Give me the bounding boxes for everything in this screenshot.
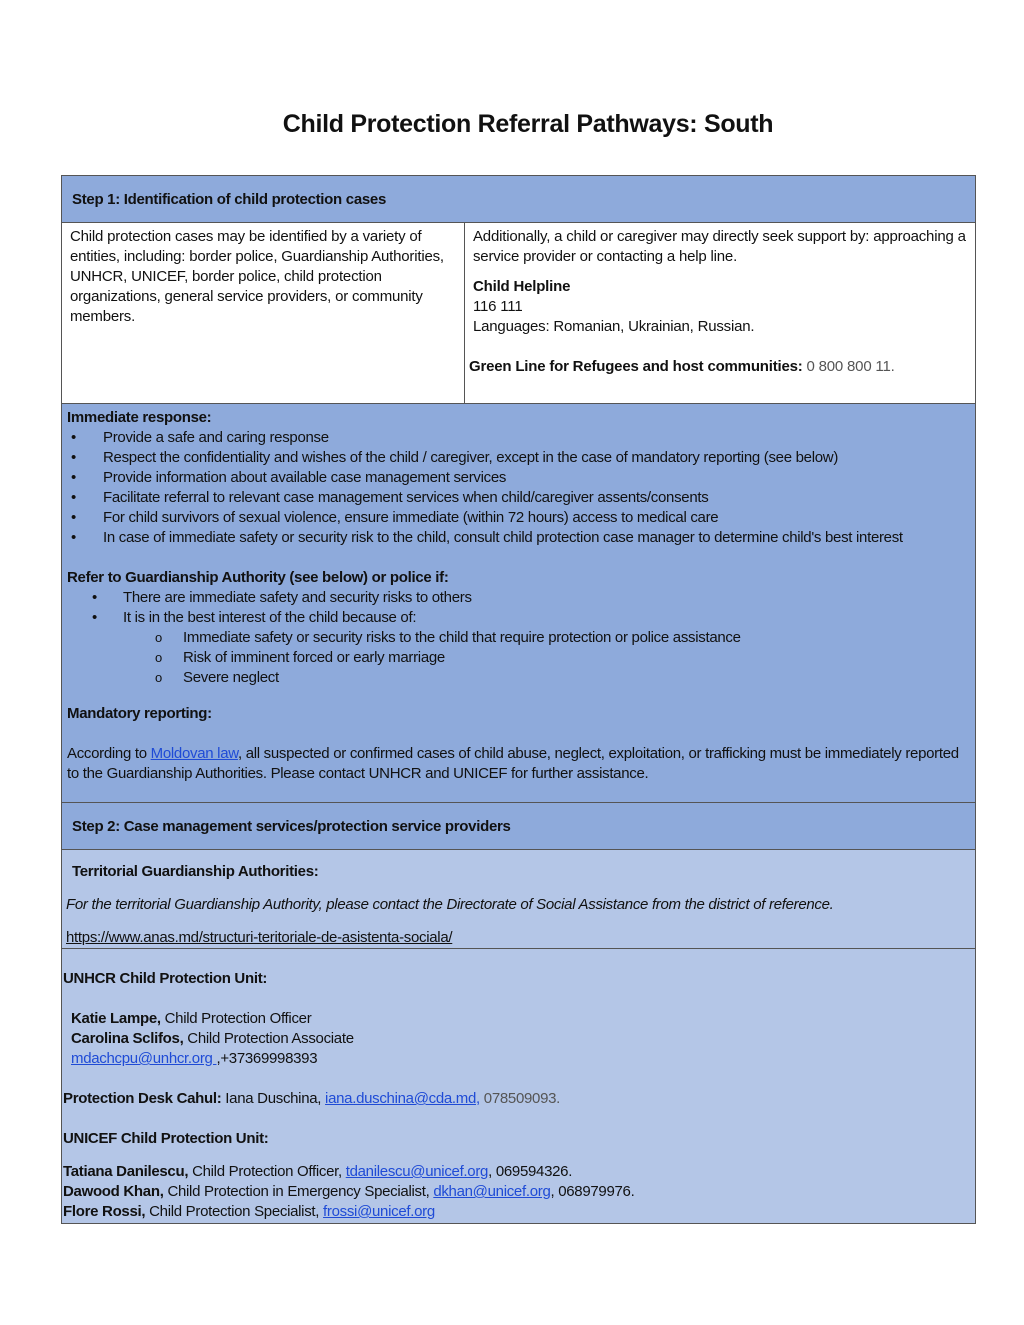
territorial-link[interactable]: https://www.anas.md/structuri-teritoriale-de-asistenta-sociala/ <box>66 929 453 946</box>
green-line-label: Green Line for Refugees and host communities: <box>469 358 803 375</box>
contact-name: Carolina Sclifos, <box>71 1030 184 1047</box>
unhcr-phone: ,+37369998393 <box>216 1050 318 1067</box>
unhcr-heading: UNHCR Child Protection Unit: <box>63 970 268 987</box>
desk-email-link[interactable]: iana.duschina@cda.md, <box>325 1090 480 1107</box>
unhcr-contact <box>63 1009 975 1029</box>
list-item: • For child survivors of sexual violence, ensure immediate (within 72 hours) access to medical care <box>67 508 969 528</box>
step1-header: Step 1: Identification of child protection cases <box>62 176 975 223</box>
moldovan-law-link[interactable]: Moldovan law <box>150 745 238 762</box>
green-line <box>469 357 967 377</box>
contact-phone: , 069594326. <box>488 1163 573 1180</box>
territorial-section <box>62 850 975 949</box>
mandatory-text-post: , all suspected or confirmed cases of child abuse, neglect, exploitation, or trafficking must be immediately reported to the Guardianship Authorities. Please contact UNHCR and UNICEF for further assistance. <box>67 745 959 782</box>
step2-header: Step 2: Case management services/protection service providers <box>62 803 975 850</box>
refer-list <box>67 588 969 628</box>
territorial-heading: Territorial Guardianship Authorities: <box>72 863 319 880</box>
desk-name: Iana Duschina, <box>221 1090 326 1107</box>
step1-content <box>62 223 975 404</box>
unhcr-contact <box>63 1029 975 1049</box>
unicef-contact <box>63 1202 975 1222</box>
contact-role: Child Protection in Emergency Specialist, <box>163 1183 434 1200</box>
mandatory-text-pre: According to <box>67 745 151 762</box>
immediate-response-list <box>67 428 969 548</box>
contact-phone: , 068979976. <box>550 1183 635 1200</box>
self-referral-intro: Additionally, a child or caregiver may directly seek support by: approaching a service provider or contacting a help line. <box>473 228 966 265</box>
contact-email-link[interactable]: frossi@unicef.org <box>323 1203 435 1220</box>
refer-heading: Refer to Guardianship Authority (see below) or police if: <box>67 569 449 586</box>
contact-email-link[interactable]: tdanilescu@unicef.org <box>345 1163 489 1180</box>
list-item: • Facilitate referral to relevant case management services when child/caregiver assents/consents <box>67 488 969 508</box>
list-item: • There are immediate safety and security risks to others <box>67 588 969 608</box>
unicef-heading: UNICEF Child Protection Unit: <box>63 1130 269 1147</box>
mandatory-heading: Mandatory reporting: <box>67 705 212 722</box>
list-item: o Immediate safety or security risks to the child that require protection or police assistance <box>67 628 969 648</box>
immediate-response-section <box>62 404 975 803</box>
referral-table <box>61 175 976 1224</box>
list-item: o Risk of imminent forced or early marriage <box>67 648 969 668</box>
list-item: • Respect the confidentiality and wishes of the child / caregiver, except in the case of mandatory reporting (see below) <box>67 448 969 468</box>
list-item: • In case of immediate safety or security risk to the child, consult child protection case manager to determine child's best interest <box>67 528 969 548</box>
list-item: • Provide information about available case management services <box>67 468 969 488</box>
refer-sub-list <box>67 628 969 688</box>
contact-role: Child Protection Officer, <box>188 1163 346 1180</box>
page-title: Child Protection Referral Pathways: South <box>282 110 774 138</box>
contact-role: Child Protection Officer <box>160 1010 312 1027</box>
unicef-contact <box>63 1162 975 1182</box>
list-item: o Severe neglect <box>67 668 969 688</box>
desk-phone: 078509093. <box>479 1090 561 1107</box>
desk-label: Protection Desk Cahul: <box>63 1090 222 1107</box>
contact-name: Tatiana Danilescu, <box>63 1163 189 1180</box>
contact-name: Dawood Khan, <box>63 1183 164 1200</box>
contact-role: Child Protection Specialist, <box>145 1203 324 1220</box>
helpline-title: Child Helpline <box>473 278 571 295</box>
list-item: • Provide a safe and caring response <box>67 428 969 448</box>
unhcr-email-link[interactable]: mdachcpu@unhcr.org <box>71 1050 217 1067</box>
identification-text: Child protection cases may be identified by a variety of entities, including: border police, Guardianship Authorities, UNHCR, UNICEF, border police, child protection organizations, general service providers, or community members. <box>62 223 465 403</box>
contacts-section <box>62 949 975 1223</box>
helpline-number: 116 111 <box>473 298 523 315</box>
mandatory-text <box>67 744 969 784</box>
unhcr-email-line <box>63 1049 975 1069</box>
contact-role: Child Protection Associate <box>183 1030 354 1047</box>
immediate-response-heading: Immediate response: <box>67 409 212 426</box>
protection-desk <box>63 1089 975 1109</box>
contact-name: Flore Rossi, <box>63 1203 146 1220</box>
helpline-languages: Languages: Romanian, Ukrainian, Russian. <box>473 318 755 335</box>
list-item: • It is in the best interest of the child because of: <box>67 608 969 628</box>
green-line-number: 0 800 800 11. <box>806 358 895 375</box>
contact-name: Katie Lampe, <box>71 1010 161 1027</box>
unicef-contact <box>63 1182 975 1202</box>
self-referral-block <box>465 223 975 403</box>
contact-email-link[interactable]: dkhan@unicef.org <box>433 1183 551 1200</box>
territorial-note: For the territorial Guardianship Authority, please contact the Directorate of Social Assistance from the district of reference. <box>66 896 834 913</box>
